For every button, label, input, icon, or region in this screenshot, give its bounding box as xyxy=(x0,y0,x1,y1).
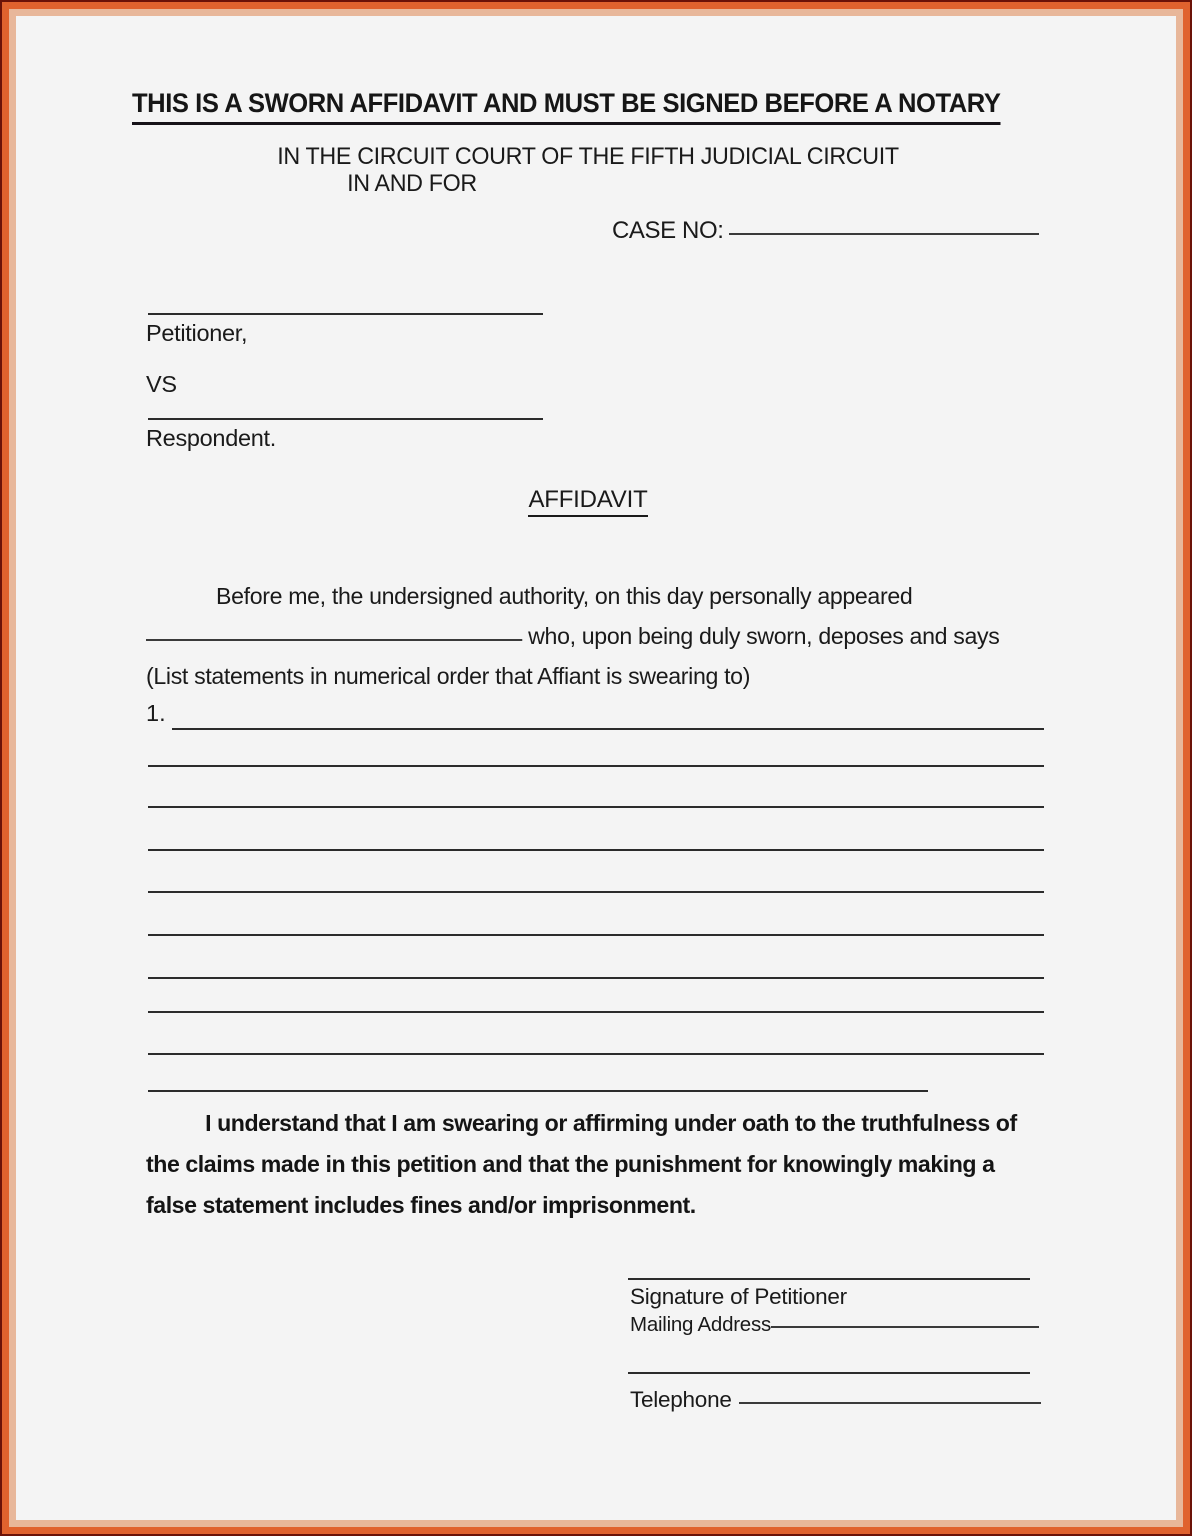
affidavit-intro-line-2: who, upon being duly sworn, deposes and says xyxy=(528,623,1000,649)
statement-number-1: 1. xyxy=(146,700,166,726)
statement-line-6[interactable] xyxy=(148,934,1044,936)
affidavit-instruction: (List statements in numerical order that Affiant is swearing to) xyxy=(146,663,751,689)
vs-label: VS xyxy=(146,371,177,397)
signature-blank[interactable] xyxy=(628,1278,1030,1280)
statement-line-1[interactable] xyxy=(172,728,1044,730)
case-number-blank[interactable] xyxy=(729,233,1039,235)
statement-line-4[interactable] xyxy=(148,849,1044,851)
case-number-row xyxy=(612,217,1039,245)
affidavit-intro-line-1: Before me, the undersigned authority, on this day personally appeared xyxy=(216,583,913,609)
document-title-text: THIS IS A SWORN AFFIDAVIT AND MUST BE SIGNED BEFORE A NOTARY xyxy=(132,88,1001,125)
telephone-label: Telephone xyxy=(630,1387,732,1412)
telephone-blank[interactable] xyxy=(739,1402,1041,1404)
mailing-address-label: Mailing Address xyxy=(630,1313,771,1336)
mailing-address-blank-line-2[interactable] xyxy=(628,1372,1030,1374)
court-line-1: IN THE CIRCUIT COURT OF THE FIFTH JUDICIAL CIRCUIT xyxy=(277,143,899,170)
affiant-name-blank[interactable] xyxy=(146,639,522,641)
affidavit-intro-line-2-row xyxy=(146,623,999,650)
statement-line-2[interactable] xyxy=(148,765,1044,767)
mailing-address-blank[interactable] xyxy=(771,1326,1039,1328)
statement-line-3[interactable] xyxy=(148,806,1044,808)
statement-line-9[interactable] xyxy=(148,1053,1044,1055)
petitioner-name-blank[interactable] xyxy=(148,313,543,315)
telephone-row xyxy=(630,1387,1041,1413)
affidavit-heading xyxy=(132,486,1044,514)
case-number-label: CASE NO: xyxy=(612,217,724,244)
document-title xyxy=(132,88,1001,119)
mailing-address-row xyxy=(630,1313,1039,1337)
signature-label: Signature of Petitioner xyxy=(630,1284,847,1309)
oath-statement: I understand that I am swearing or affirming under oath to the truthfulness of the claims made in this petition and that the punishment for knowingly making a false statement includes fines and/or imprisonment. xyxy=(146,1110,1017,1218)
respondent-label: Respondent. xyxy=(146,425,276,451)
affidavit-heading-text: AFFIDAVIT xyxy=(528,486,647,517)
statement-line-7[interactable] xyxy=(148,977,1044,979)
statement-line-8[interactable] xyxy=(148,1011,1044,1013)
statement-line-5[interactable] xyxy=(148,891,1044,893)
petitioner-label: Petitioner, xyxy=(146,320,248,346)
statement-line-10[interactable] xyxy=(148,1090,928,1092)
respondent-name-blank[interactable] xyxy=(148,418,543,420)
court-line-2: IN AND FOR xyxy=(347,170,477,197)
